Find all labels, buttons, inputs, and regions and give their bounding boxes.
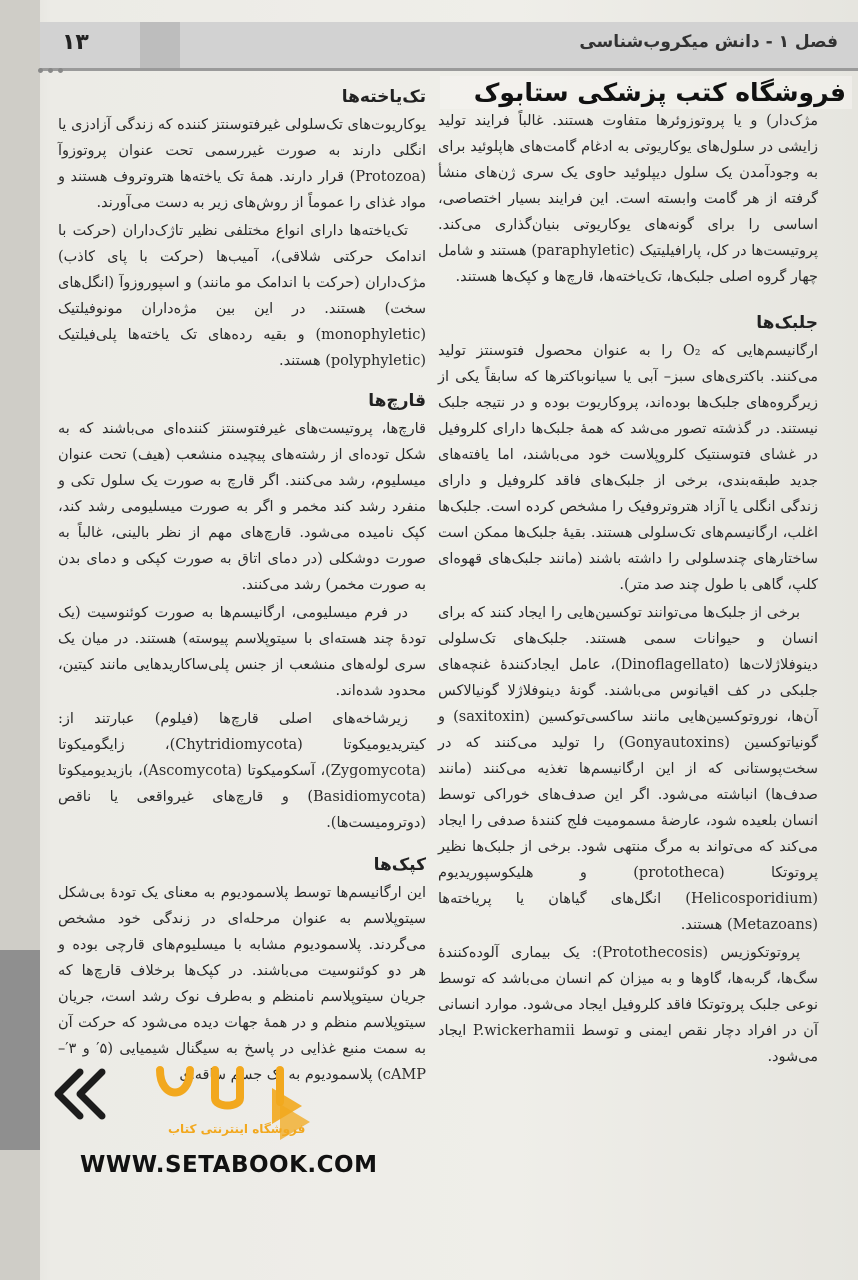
paragraph: یوکاریوت‌های تک‌سلولی غیرفتوسنتز کننده که زندگی آزادزی یا انگلی دارند به صورت غیررسمی تحت عنوان پروتوزوآ (Protozoa) قرار دارند. همهٔ تک یاخته‌ها هتروتروف هستند و مواد غذای را عموماً از روش‌های زیر به دست می‌آورند. (58, 117, 426, 211)
right-column (438, 82, 818, 1072)
store-url: WWW.SETABOOK.COM (80, 1152, 378, 1178)
paragraph: پروتوتکوزیس (Protothecosis): یک بیماری آلوده‌کنندهٔ سگ‌ها، گربه‌ها، گاوها و به میزان کم انسان می‌باشد که توسط نوعی جلبک پروتوتکا فاقد کلروفیل ایجاد می‌شود. موارد انسانی آن در افراد دچار نقص ایمنی و توسط P.wickerhamii ایجاد می‌شود. (438, 945, 818, 1065)
paragraph: زیرشاخه‌های اصلی قارچ‌ها (فیلوم) عبارتند از: کیتریدیومیکوتا (Chytridiomycota)، زایگومیکوتا (Zygomycota)، آسکومیکوتا (Ascomycota)، بازیدیومیکوتا (Basidiomycota) و قارچ‌های غیرواقعی یا ناقص (دوترومیست‌ها). (58, 711, 427, 831)
header-accent (140, 22, 180, 68)
paragraph: ارگانیسم‌هایی که O₂ را به عنوان محصول فتوسنتز تولید می‌کنند. باکتری‌های سبز– آبی یا سیانوباکترها که سابقاً یکی از زیرگروه‌های جلبک‌ها بوده‌اند، پروکاریوت بوده و در نتیجه جلبک نیستند. در گذشته تصور می‌شد که همهٔ جلبک‌ها دارای کلروفیل در غشای فتوسنتیک کلروپلاست خود می‌باشند، اما یافته‌های جدید طبقه‌بندی، برخی از جلبک‌های فاقد کلروفیل و دارای زندگی انگلی یا آزاد هتروتروفیک را مشخص کرده است. جلبک‌ها اغلب، ارگانیسم‌های تک‌سلولی هستند. بقیهٔ جلبک‌ها ممکن است ساختارهای چندسلولی را داشته باشند (مانند جلبک‌های قهوه‌ای کلپ، گاهی با طول چند صد متر). (438, 343, 818, 593)
header-dotted-rule (38, 68, 418, 74)
running-header (40, 22, 858, 71)
section-heading-fungi: قارچ‌ها (368, 391, 426, 411)
section-heading-slime-molds: کپک‌ها (373, 855, 426, 875)
paragraph: برخی از جلبک‌ها می‌توانند توکسین‌هایی را ایجاد کنند که برای انسان و حیوانات سمی هستند. جلبک‌های تک‌سلولی دینوفلاژلات‌ها (Dinoflagellato)، عامل ایجادکنندهٔ غنچه‌های جلبکی در کف اقیانوس می‌باشند. گونهٔ دینوفلاژلا گونیالاکس آن‌ها، نوروتوکسین‌هایی مانند ساکسی‌توکسین (saxitoxin) و گونیاتوکسین (Gonyautoxins) را تولید می‌کنند که در سخت‌پوستانی که از این ارگانیسم‌ها تغذیه می‌کنند (مانند صدف‌ها) انباشته می‌شود. اگر این صدف‌های خوراکی توسط انسان بلعیده شود، عارضهٔ مسمومیت فلج کنندهٔ صدفی را ایجاد می‌کند که می‌تواند به مرگ منتهی شود. برخی از جلبک‌ها نظیر پروتوتکا (prototheca) و هلیکوسپوریدیوم (Helicosporidium) انگل‌های گیاهان یا پریاخته‌ها (Metazoans) هستند. (438, 605, 819, 933)
store-watermark: فروشگاه کتب پزشکی ستابوک (440, 76, 852, 109)
paragraph: مژک‌دار) و یا پروتوزوئرها متفاوت هستند. غالباً فرایند تولید زایشی در سلول‌های یوکاریوتی به ادغام گامت‌های هاپلوئید برای به وجودآمدن یک سلول دیپلوئید حاوی یک سری ژن‌های منشأ گرفته از هر گامت وابسته است. این فرایند بسیار اختصاصی، اساسی را برای گونه‌های یوکاریوتی بنیان‌گذاری می‌کند. پروتیست‌ها در کل، پارافیلیتیک (paraphyletic) هستند و شامل چهار گروه اصلی جلبک‌ها، تک‌یاخته‌ها، قارچ‌ها و کپک‌ها هستند. (438, 113, 818, 285)
chapter-tab-marker (0, 950, 40, 1150)
paragraph: در فرم میسلیومی، ارگانیسم‌ها به صورت کوئنوسیت (یک تودهٔ چند هسته‌ای با سیتوپلاسم پیوسته) هستند. در میان یک سری لوله‌های منشعب از جنس پلی‌ساکاریدهایی مانند کیتین، محدود شده‌اند. (58, 605, 426, 699)
logo-caption: فروشگاه اینترنتی کتاب (168, 1122, 306, 1136)
section-heading-algae: جلبک‌ها (756, 313, 818, 333)
left-column (58, 82, 426, 1090)
section-heading-protozoa: تک‌یاخته‌ها (341, 87, 426, 107)
paragraph: قارچ‌ها، پروتیست‌های غیرفتوسنتز کننده‌ای می‌باشند که به شکل توده‌ای از رشته‌های پیچیده منشعب (هیف) تحت عنوان میسلیوم، رشد می‌کنند. اگر قارچ به صورت یک سلول تکی و منفرد رشد کند مخمر و اگر به صورت میسلیومی رشد کند، کپک نامیده می‌شود. قارچ‌های مهم از نظر بالینی، غالباً به صورت دوشکلی (در دمای اتاق به صورت کپکی و دمای بدن به صورت مخمر) رشد می‌کنند. (58, 421, 426, 593)
chapter-title: فصل ۱ - دانش میکروب‌شناسی (579, 32, 838, 52)
paragraph: این ارگانیسم‌ها توسط پلاسمودیوم به معنای یک تودهٔ بی‌شکل سیتوپلاسم به عنوان مرحله‌ای در زندگی خود مشخص می‌گردند. پلاسمودیوم مشابه با میسلیوم‌های قارچی بوده و هر دو کوئنوسیت می‌باشند. در کپک‌ها برخلاف قارچ‌ها که جریان سیتوپلاسم نامنظم و به‌طرف نوک رشد است، جریان سیتوپلاسم منظم و در همهٔ جهات دیده می‌شود که حرکت آن به سمت منبع غذایی در پاسخ به سیگنال شیمیایی (۵′ و ۳′–cAMP) پلاسمودیوم به یک جسم ساقه‌ای (58, 885, 426, 1083)
setabook-logo (40, 1060, 330, 1150)
setabook-logo-icon (40, 1060, 330, 1150)
paragraph: تک‌یاخته‌ها دارای انواع مختلفی نظیر تاژک‌داران (حرکت با اندامک حرکتی شلاقی)، آمیب‌ها (حرکت با پای کاذب) مژک‌داران (حرکت با اندامک مو مانند) و اسپوروزوآ (انگل‌های سخت) هستند. در این بین مژه‌داران مونوفیلتیک (monophyletic) و بقیه رده‌های تک یاخته‌ها پلی‌فیلتیک (polyphyletic) هستند. (58, 223, 426, 369)
page-number: ۱۳ (62, 30, 89, 55)
